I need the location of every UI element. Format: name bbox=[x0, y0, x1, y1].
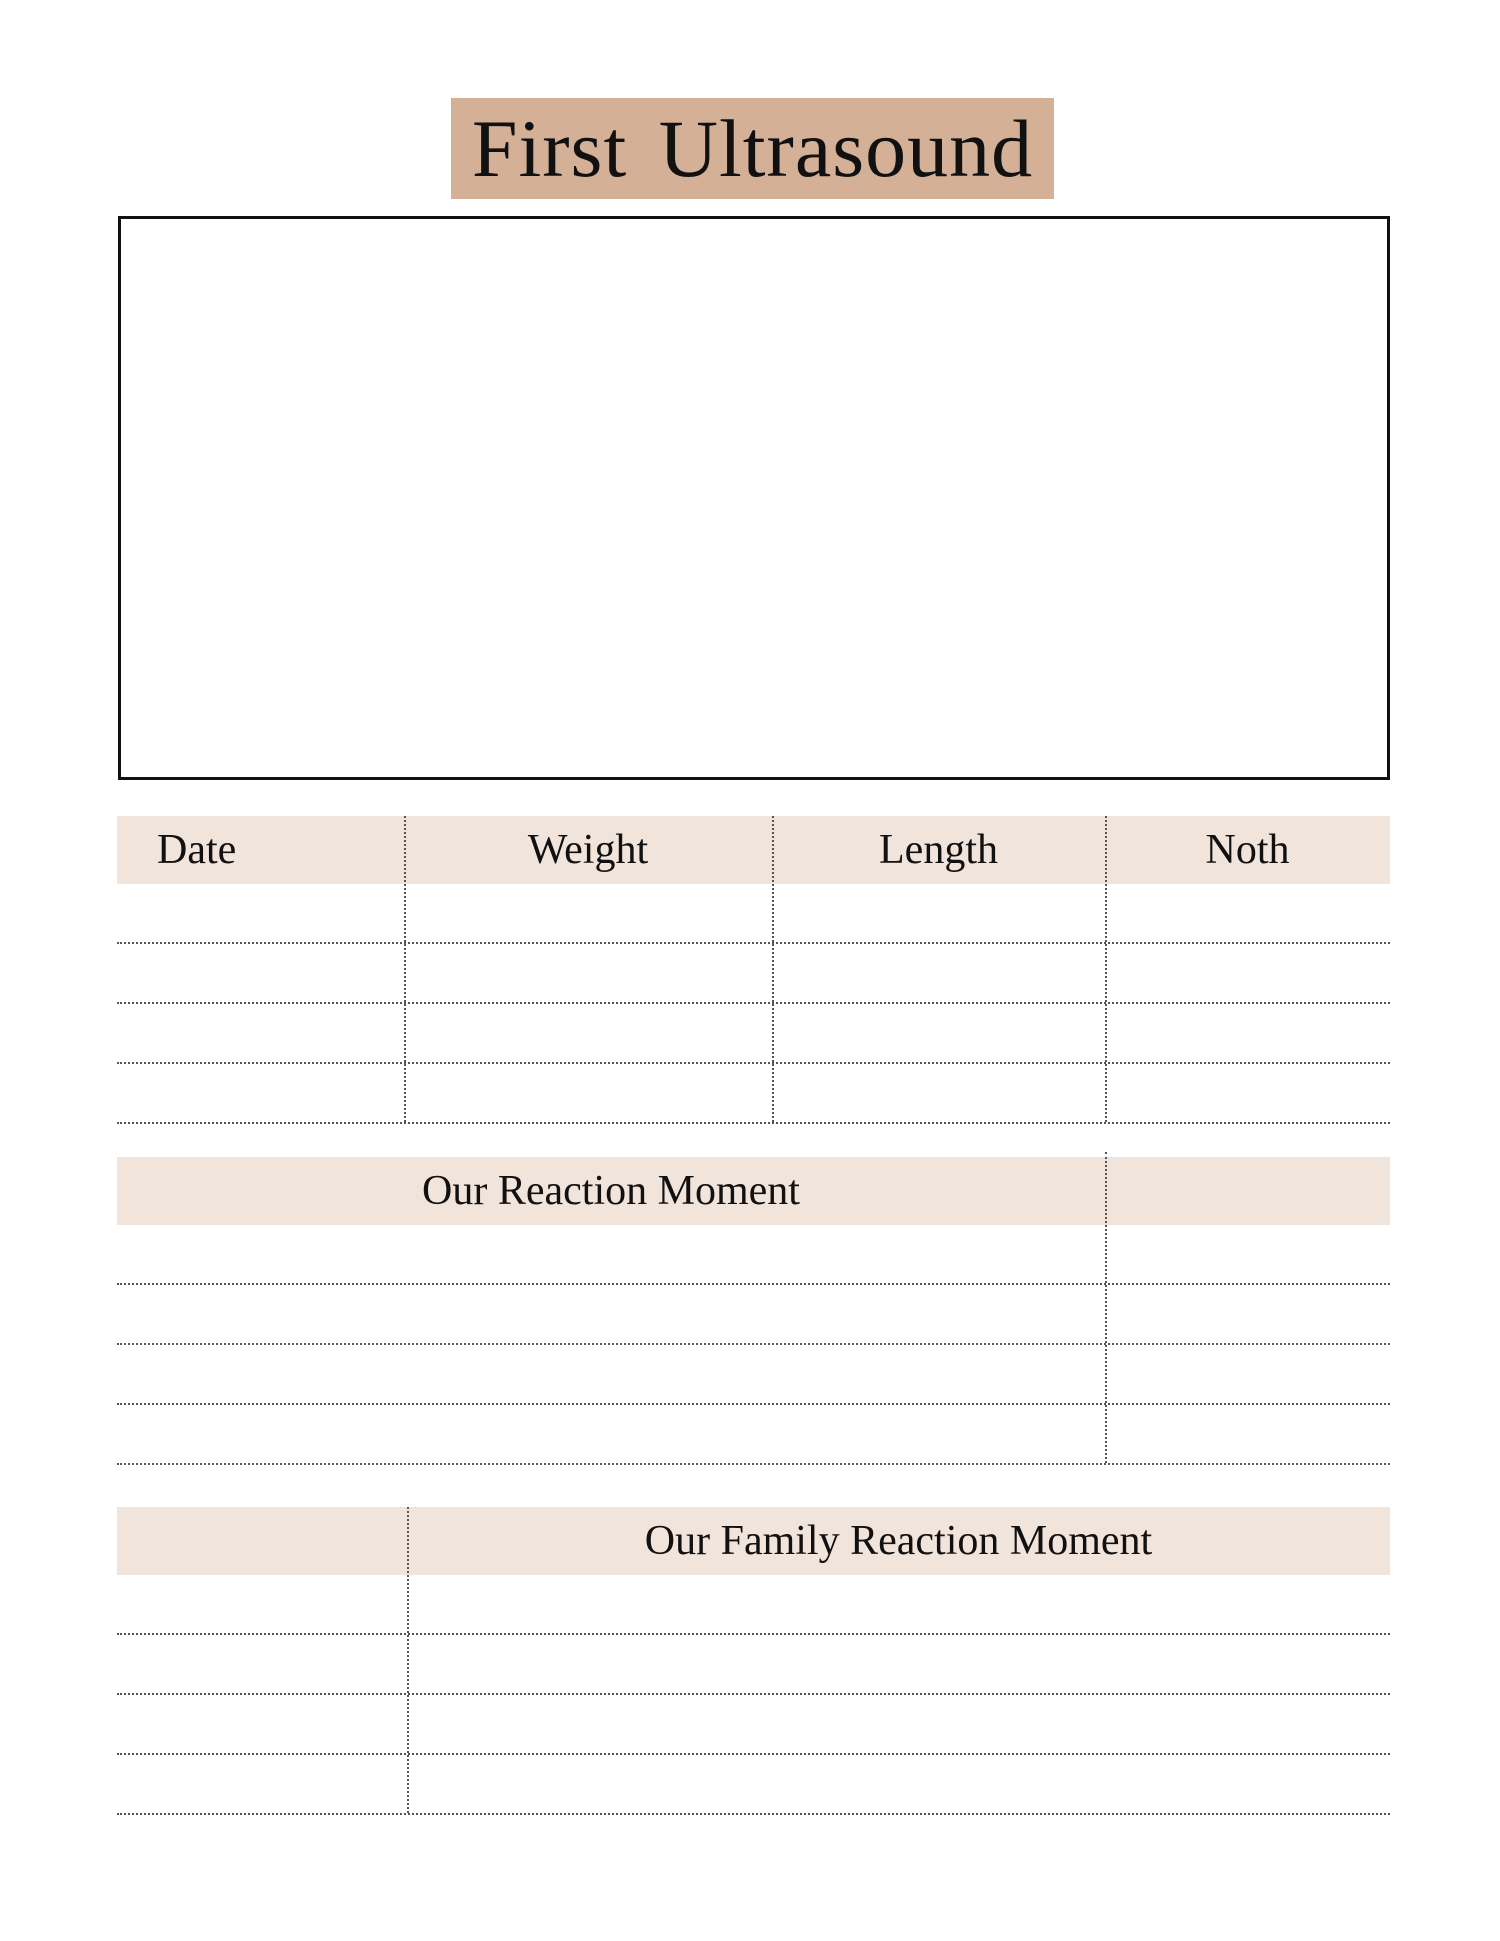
table-row[interactable] bbox=[117, 1064, 1390, 1124]
column-divider bbox=[404, 816, 406, 1122]
column-header-noth: Noth bbox=[1205, 827, 1290, 873]
column-divider bbox=[772, 816, 774, 1122]
reaction-table bbox=[117, 1157, 1390, 1463]
table-row[interactable] bbox=[117, 1004, 1390, 1064]
reaction-header-title: Our Reaction Moment bbox=[422, 1168, 800, 1214]
table-row[interactable] bbox=[117, 884, 1390, 944]
reaction-table-header bbox=[117, 1157, 1390, 1225]
family-reaction-table bbox=[117, 1507, 1390, 1813]
table-row[interactable] bbox=[117, 1635, 1390, 1695]
ultrasound-photo-frame bbox=[118, 216, 1390, 780]
family-reaction-table-header bbox=[117, 1507, 1390, 1575]
column-divider bbox=[1105, 816, 1107, 1122]
column-divider bbox=[1105, 1152, 1107, 1463]
table-row[interactable] bbox=[117, 1575, 1390, 1635]
table-row[interactable] bbox=[117, 944, 1390, 1004]
table-row[interactable] bbox=[117, 1405, 1390, 1465]
table-row[interactable] bbox=[117, 1225, 1390, 1285]
table-row[interactable] bbox=[117, 1755, 1390, 1815]
page-title: First Ultrasound bbox=[471, 102, 1034, 194]
family-reaction-header-title: Our Family Reaction Moment bbox=[644, 1518, 1153, 1564]
measurements-table bbox=[117, 816, 1390, 1122]
table-row[interactable] bbox=[117, 1695, 1390, 1755]
table-row[interactable] bbox=[117, 1345, 1390, 1405]
column-divider bbox=[407, 1507, 409, 1813]
measurements-table-header bbox=[117, 816, 1390, 884]
table-row[interactable] bbox=[117, 1285, 1390, 1345]
column-header-date: Date bbox=[157, 827, 237, 873]
title-banner bbox=[451, 98, 1054, 199]
column-header-length: Length bbox=[879, 827, 998, 873]
column-header-weight: Weight bbox=[527, 827, 649, 873]
